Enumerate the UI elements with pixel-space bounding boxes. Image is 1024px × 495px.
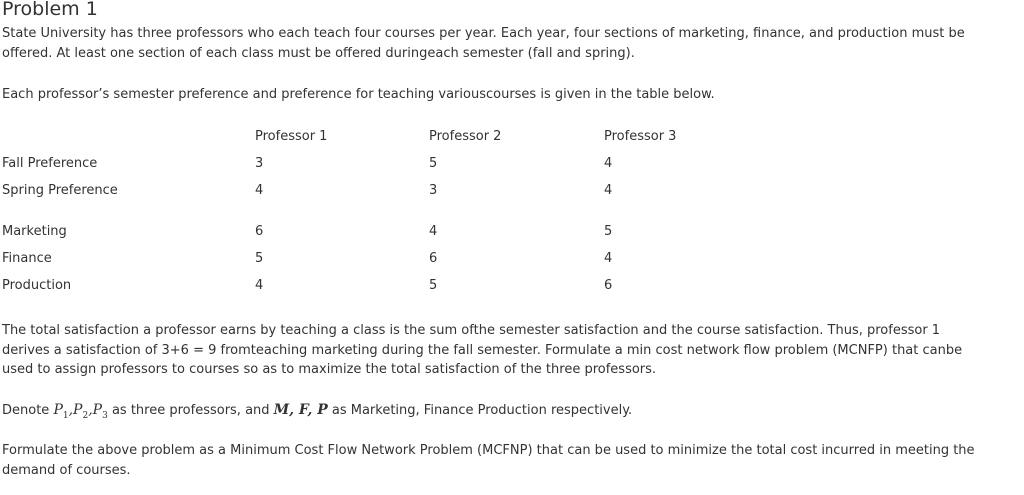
table-cell: 4 bbox=[604, 156, 613, 171]
course-symbols: M, F, P bbox=[273, 402, 328, 418]
table-cell: 4 bbox=[604, 183, 613, 198]
professor-symbol-3: $P_3$ bbox=[92, 402, 108, 421]
denote-paragraph bbox=[2, 401, 982, 426]
table-cell: 4 bbox=[429, 224, 438, 239]
professor-symbols: $P_1,P_2,P_3$ bbox=[53, 402, 108, 421]
column-header-professor-2: Professor 2 bbox=[429, 129, 502, 144]
denote-mid: as three professors, and bbox=[111, 403, 270, 418]
column-header-professor-3: Professor 3 bbox=[604, 129, 677, 144]
denote-suffix: as Marketing, Finance Production respectively. bbox=[331, 403, 633, 418]
satisfaction-paragraph: The total satisfaction a professor earns by teaching a class is the sum ofthe semester satisfaction and the course satisfaction. Thus, professor 1 derives a satisfaction of 3+6 = 9 fromteaching marketing during the fall semester. Formulate a min cost network flow problem (MCNFP) that canbe used to assign professors to courses so as to maximize the total satisfaction of the three professors. bbox=[2, 323, 963, 377]
professor-symbol-1: $P_1$ bbox=[53, 402, 69, 421]
table-cell: 6 bbox=[255, 224, 264, 239]
table-cell: 5 bbox=[429, 278, 438, 293]
professor-symbol-2: $P_2$ bbox=[73, 402, 89, 421]
table-cell: 3 bbox=[429, 183, 438, 198]
denote-prefix: Denote bbox=[2, 403, 50, 418]
table-cell: 6 bbox=[429, 251, 438, 266]
table-cell: 5 bbox=[604, 224, 613, 239]
row-label-spring: Spring Preference bbox=[2, 183, 118, 198]
table-cell: 6 bbox=[604, 278, 613, 293]
row-label-marketing: Marketing bbox=[2, 224, 67, 239]
final-paragraph: Formulate the above problem as a Minimum Cost Flow Network Problem (MCFNP) that can be used to minimize the total cost incurred in meeting the demand of courses. bbox=[2, 443, 975, 478]
table-cell: 4 bbox=[255, 183, 264, 198]
problem-title: Problem 1 bbox=[2, 0, 98, 20]
preference-note: Each professor’s semester preference and preference for teaching variouscourses is given in the table below. bbox=[2, 87, 715, 102]
table-cell: 5 bbox=[255, 251, 264, 266]
row-label-finance: Finance bbox=[2, 251, 52, 266]
intro-paragraph: State University has three professors who each teach four courses per year. Each year, four sections of marketing, finance, and production must be offered. At least one section of each class must be offered duringeach semester (fall and spring). bbox=[2, 26, 965, 61]
row-label-fall: Fall Preference bbox=[2, 156, 98, 171]
table-cell: 3 bbox=[255, 156, 264, 171]
table-cell: 4 bbox=[255, 278, 264, 293]
table-cell: 4 bbox=[604, 251, 613, 266]
column-header-professor-1: Professor 1 bbox=[255, 129, 328, 144]
table-cell: 5 bbox=[429, 156, 438, 171]
row-label-production: Production bbox=[2, 278, 72, 293]
